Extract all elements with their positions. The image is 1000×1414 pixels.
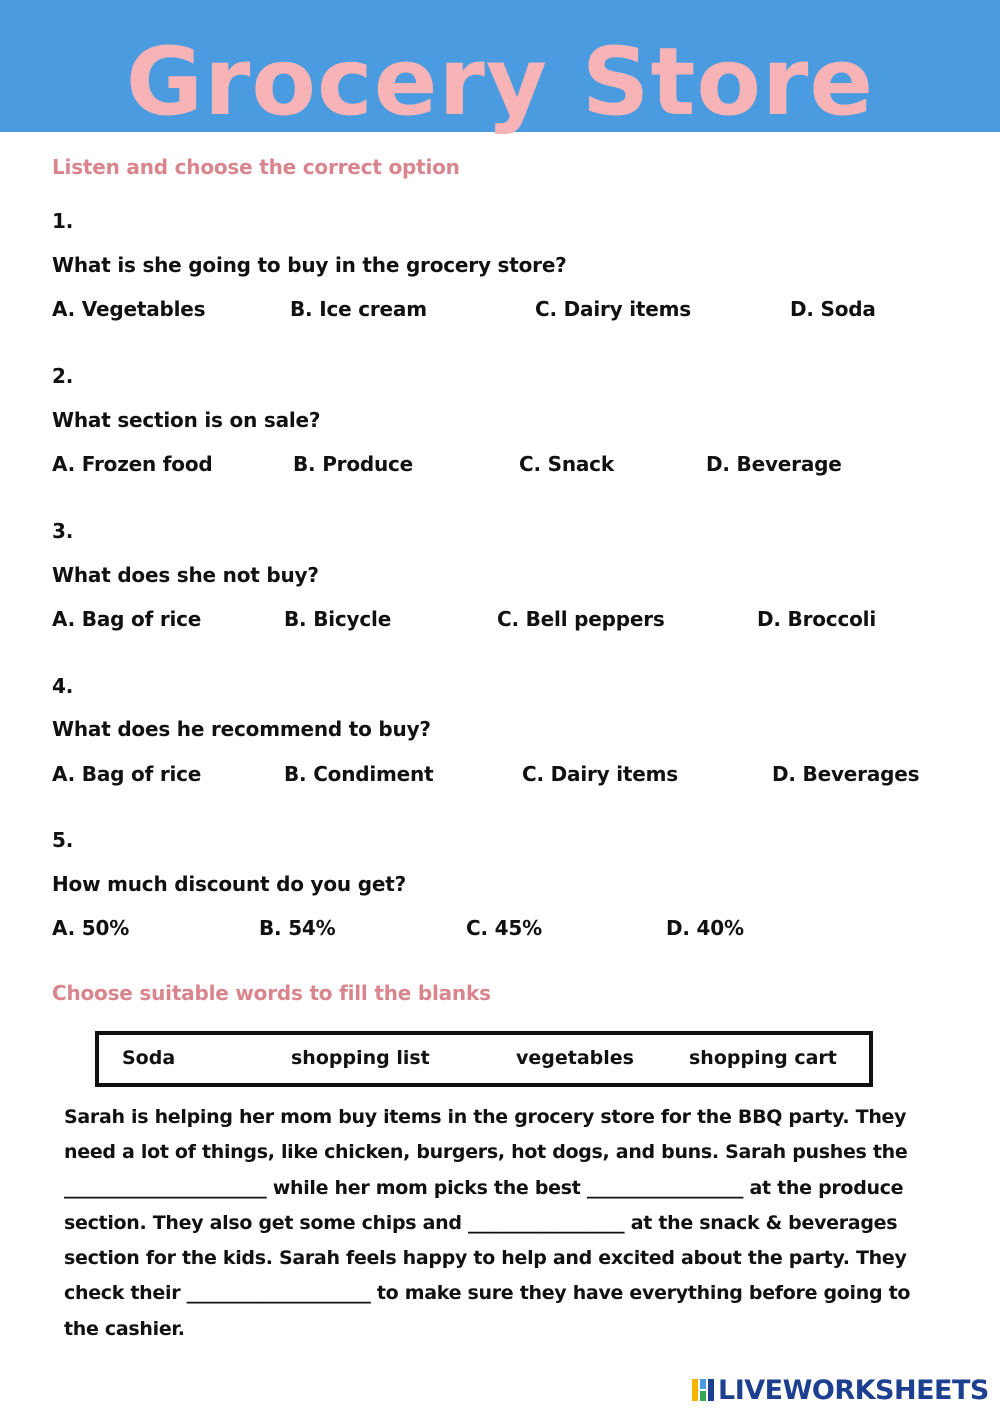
question-text: What does she not buy? [52,563,319,587]
option-c[interactable]: C. Bell peppers [497,607,665,631]
question-text: What is she going to buy in the grocery store? [52,253,567,277]
section-heading-fill-blanks: Choose suitable words to fill the blanks [52,981,491,1005]
question-text: What section is on sale? [52,408,321,432]
option-c[interactable]: C. 45% [466,916,542,940]
option-d[interactable]: D. Broccoli [757,607,876,631]
option-b[interactable]: B. Condiment [284,762,434,786]
option-d[interactable]: D. Beverage [706,452,842,476]
word-bank-item: vegetables [516,1047,634,1069]
option-a[interactable]: A. Bag of rice [52,762,202,786]
question-text: How much discount do you get? [52,872,406,896]
word-bank [95,1031,873,1087]
option-d[interactable]: D. Soda [790,297,876,321]
word-bank-item: Soda [122,1047,176,1069]
option-a[interactable]: A. Vegetables [52,297,206,321]
section-heading-listen: Listen and choose the correct option [52,155,460,179]
option-a[interactable]: A. Bag of rice [52,607,202,631]
option-b[interactable]: B. 54% [259,916,336,940]
word-bank-item: shopping cart [689,1047,837,1069]
question-number: 4. [52,674,74,698]
liveworksheets-logo-icon [692,1379,714,1401]
option-b[interactable]: B. Bicycle [284,607,392,631]
page-title: Grocery Store [125,28,875,137]
option-c[interactable]: C. Snack [519,452,614,476]
question-number: 2. [52,364,74,388]
option-d[interactable]: D. 40% [666,916,744,940]
word-bank-item: shopping list [291,1047,430,1069]
option-a[interactable]: A. 50% [52,916,130,940]
option-b[interactable]: B. Ice cream [290,297,427,321]
question-text: What does he recommend to buy? [52,717,431,741]
fill-in-passage: Sarah is helping her mom buy items in the grocery store for the BBQ party. They need a lot of things, like chicken, burgers, hot dogs, and buns. Sarah pushes the ______________________ while her mom picks the best _________________ at the produce section. They also get some chips and _________________ at the snack & beverages section for the kids. Sarah feels happy to help and excited about the party. They check their ____________________ to make sure they have everything before going to the cashier. [64,1106,911,1340]
option-a[interactable]: A. Frozen food [52,452,213,476]
option-d[interactable]: D. Beverages [772,762,920,786]
option-c[interactable]: C. Dairy items [535,297,691,321]
liveworksheets-logo [692,1373,989,1407]
question-number: 3. [52,519,74,543]
logo-text: LIVEWORKSHEETS [718,1374,989,1406]
question-number: 1. [52,209,74,233]
option-b[interactable]: B. Produce [293,452,414,476]
option-c[interactable]: C. Dairy items [522,762,678,786]
question-number: 5. [52,828,74,852]
